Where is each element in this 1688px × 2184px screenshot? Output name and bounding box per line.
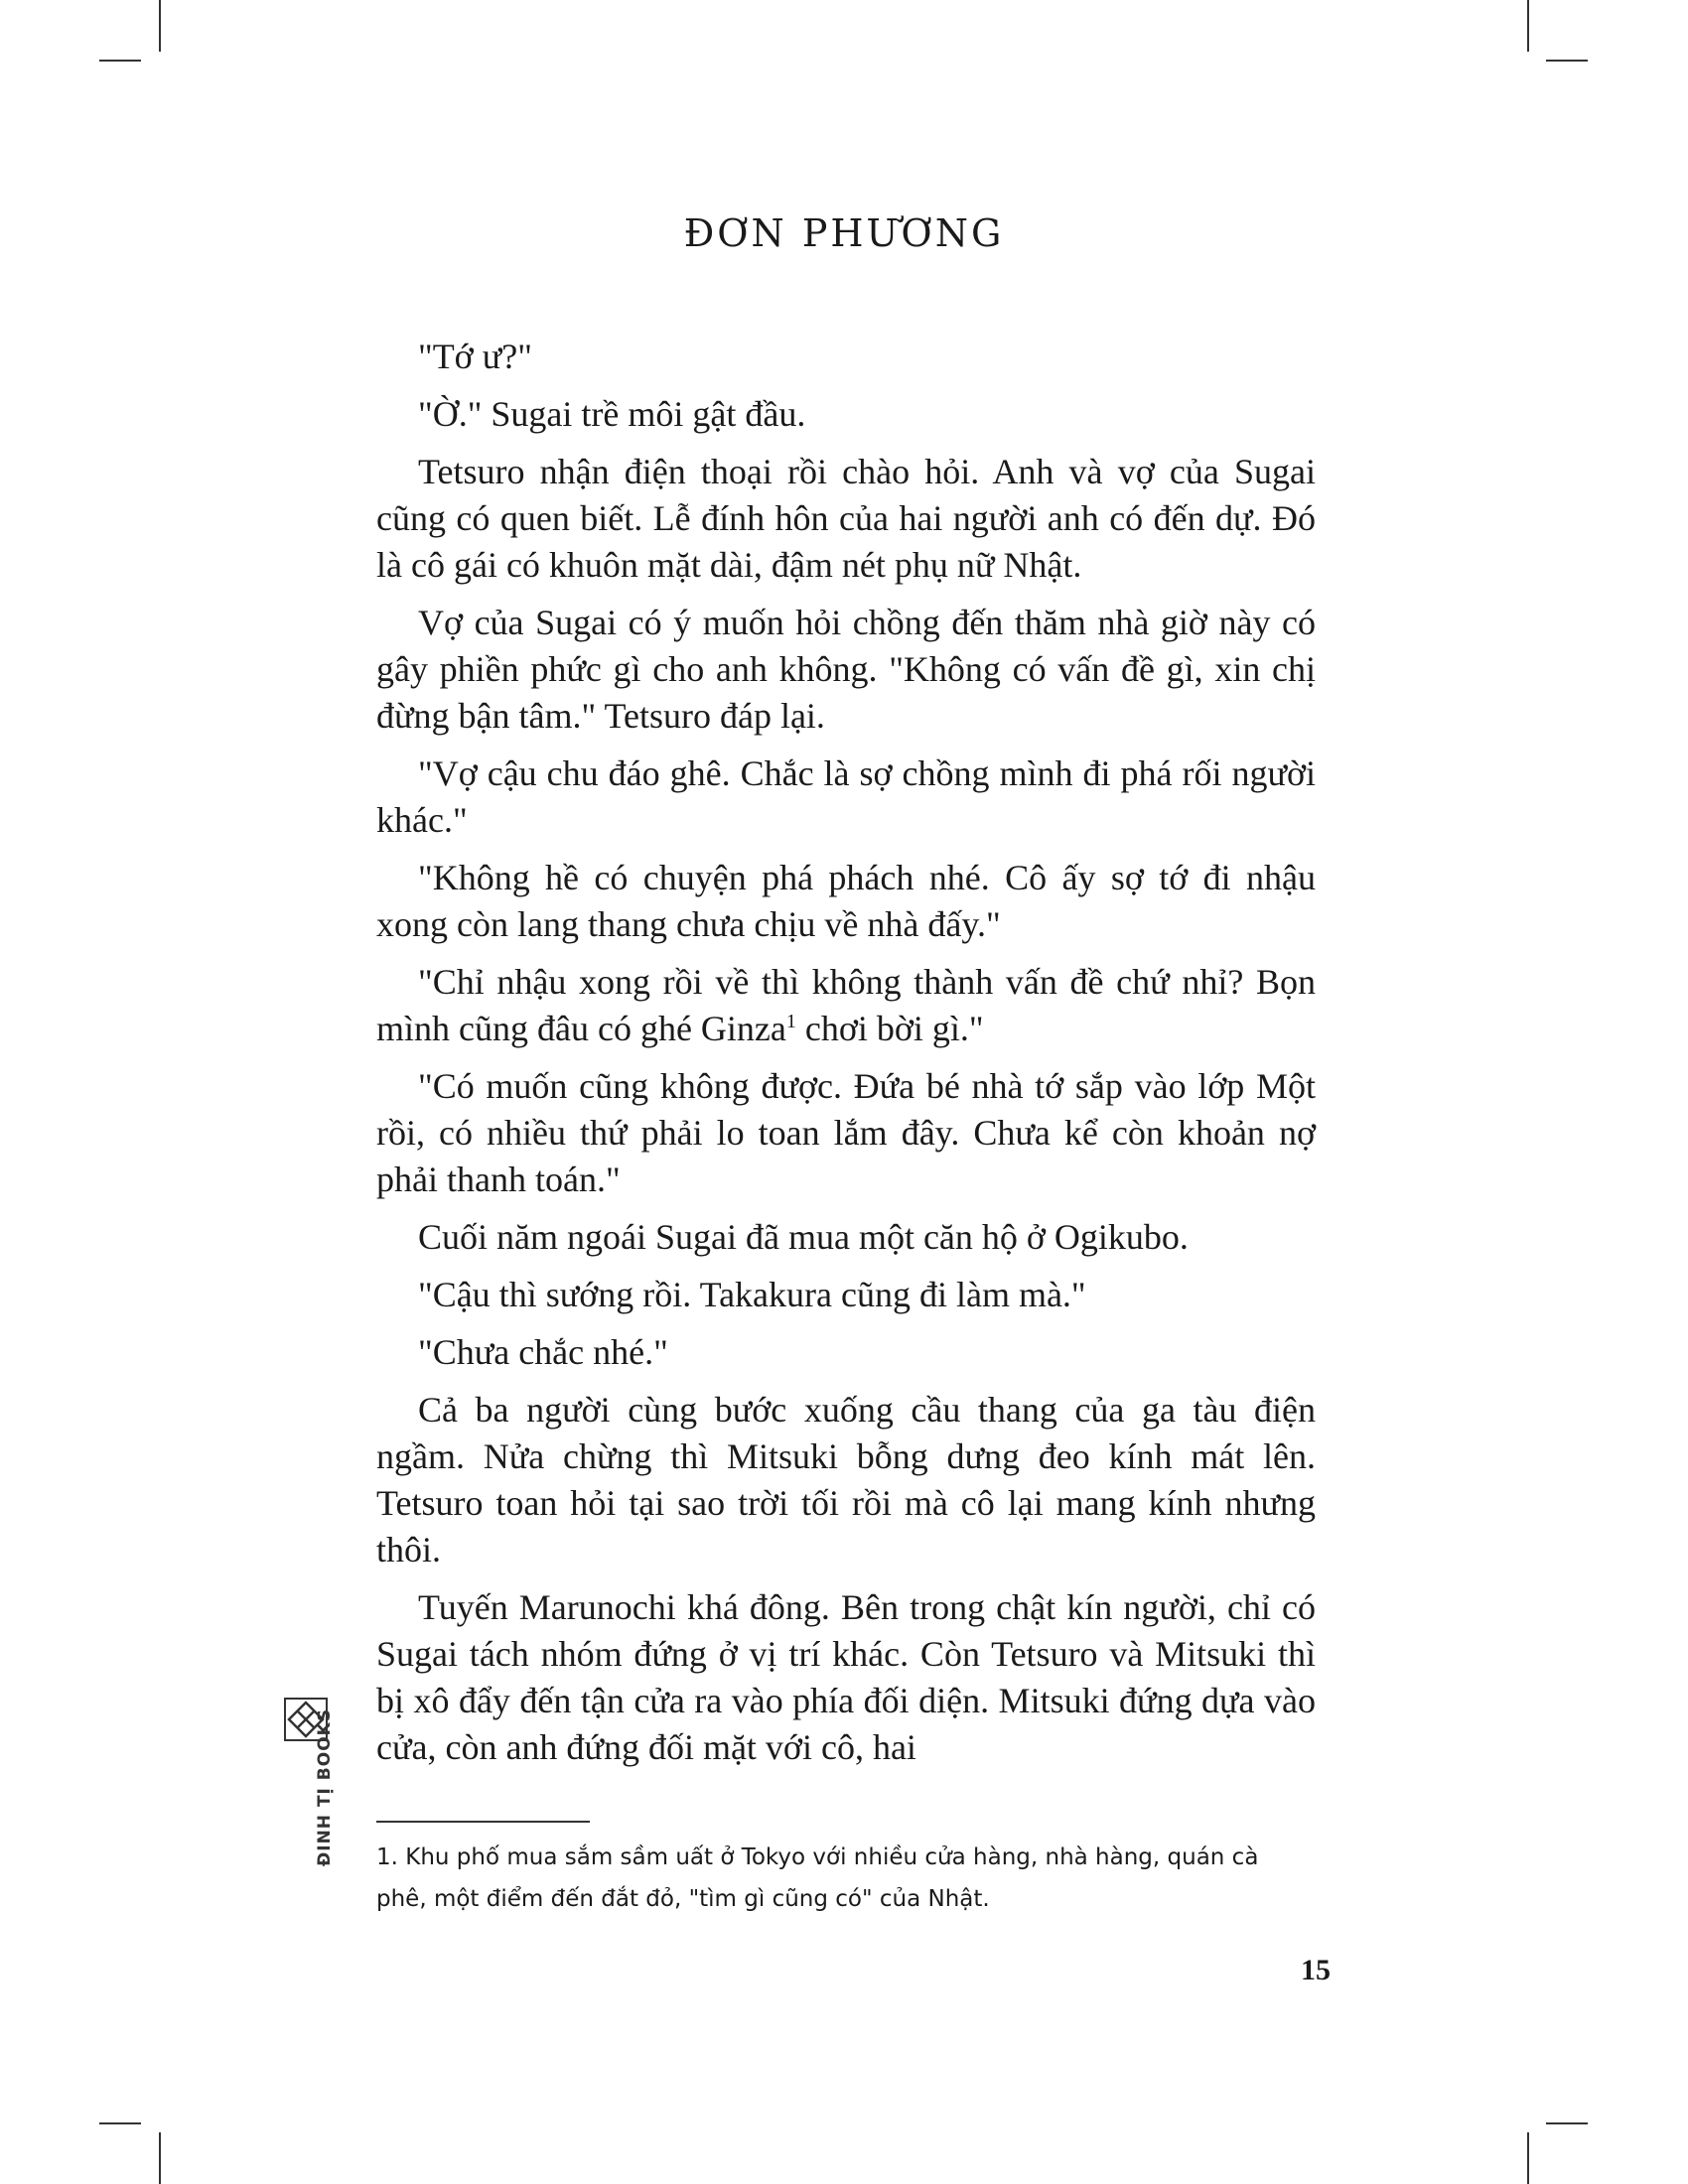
crop-mark [1527, 2132, 1529, 2184]
crop-mark [1546, 60, 1588, 62]
paragraph: "Cậu thì sướng rồi. Takakura cũng đi làm mà." [418, 1275, 1086, 1314]
paragraph-ginza [376, 959, 1316, 1052]
footnote-reference[interactable]: 1 [785, 1011, 796, 1032]
paragraph-text: "Chỉ nhậu xong rồi về thì không thành vấn đề chứ nhỉ? Bọn mình cũng đâu có ghé Ginza [376, 962, 1316, 1048]
publisher-name: ĐINH TỊ BOOKS [315, 1707, 335, 1866]
paragraph: "Ờ." Sugai trề môi gật đầu. [418, 394, 806, 434]
chapter-title: ĐƠN PHƯƠNG [683, 211, 1005, 255]
crop-mark [159, 0, 161, 52]
publisher-mark [284, 1698, 335, 1906]
footnote: 1. Khu phố mua sắm sầm uất ở Tokyo với nhiều cửa hàng, nhà hàng, quán cà phê, một điểm đến đắt đỏ, "tìm gì cũng có" của Nhật. [376, 1844, 1259, 1912]
paragraph: "Tớ ư?" [418, 337, 532, 376]
paragraph: Tuyến Marunochi khá đông. Bên trong chật kín người, chỉ có Sugai tách nhóm đứng ở vị trí khác. Còn Tetsuro và Mitsuki thì bị xô đẩy đến tận cửa ra vào phía đối diện. Mitsuki đứng dựa vào cửa, còn anh đứng đối mặt với cô, hai [376, 1587, 1316, 1767]
page-number: 15 [1301, 1954, 1331, 1986]
crop-mark [1546, 2122, 1588, 2124]
crop-mark [99, 2122, 141, 2124]
paragraph: Vợ của Sugai có ý muốn hỏi chồng đến thăm nhà giờ này có gây phiền phức gì cho anh không. "Không có vấn đề gì, xin chị đừng bận tâm." Tetsuro đáp lại. [376, 603, 1316, 736]
paragraph: Cả ba người cùng bước xuống cầu thang của ga tàu điện ngầm. Nửa chừng thì Mitsuki bỗng dưng đeo kính mát lên. Tetsuro toan hỏi tại sao trời tối rồi mà cô lại mang kính nhưng thôi. [376, 1390, 1316, 1570]
paragraph: Tetsuro nhận điện thoại rồi chào hỏi. Anh và vợ của Sugai cũng có quen biết. Lễ đính hôn của hai người anh có đến dự. Đó là cô gái có khuôn mặt dài, đậm nét phụ nữ Nhật. [376, 452, 1316, 585]
paragraph: Cuối năm ngoái Sugai đã mua một căn hộ ở Ogikubo. [418, 1217, 1189, 1257]
paragraph-text: chơi bời gì." [795, 1009, 984, 1048]
paragraph: "Vợ cậu chu đáo ghê. Chắc là sợ chồng mình đi phá rối người khác." [376, 753, 1316, 840]
crop-mark [1527, 0, 1529, 52]
paragraph: "Chưa chắc nhé." [418, 1332, 668, 1372]
paragraph: "Có muốn cũng không được. Đứa bé nhà tớ sắp vào lớp Một rồi, có nhiều thứ phải lo toan lắm đây. Chưa kể còn khoản nợ phải thanh toán." [376, 1066, 1316, 1199]
body-text [376, 334, 1316, 1782]
paragraph: "Không hề có chuyện phá phách nhé. Cô ấy sợ tớ đi nhậu xong còn lang thang chưa chịu về nhà đấy." [376, 858, 1316, 944]
crop-mark [99, 60, 141, 62]
crop-mark [159, 2132, 161, 2184]
footnote-divider [376, 1821, 590, 1823]
